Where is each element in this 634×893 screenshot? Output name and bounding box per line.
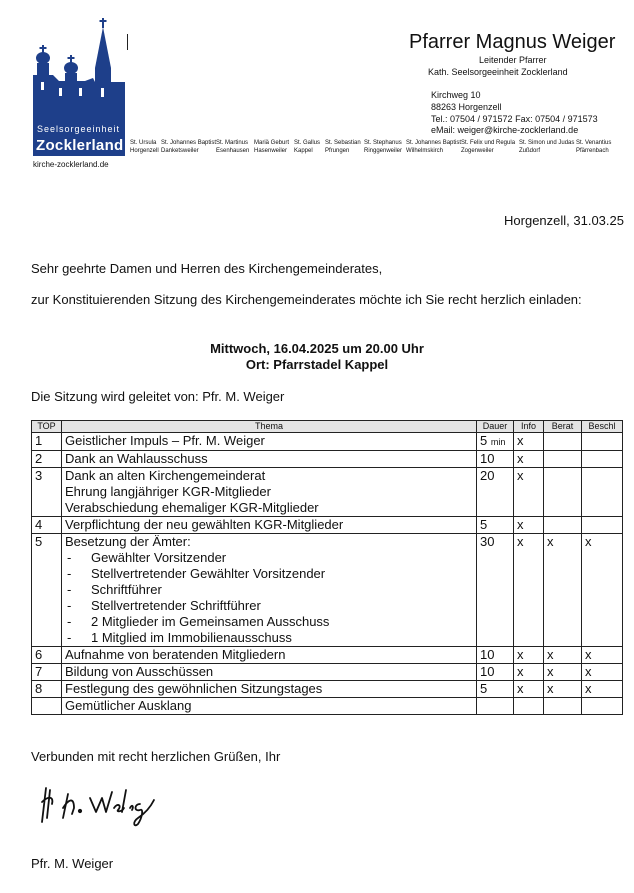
cell-info xyxy=(514,698,544,715)
table-row xyxy=(32,433,623,451)
website-link[interactable]: kirche-zocklerland.de xyxy=(33,160,109,169)
signer-name: Pfr. M. Weiger xyxy=(31,856,114,871)
cell-dauer: 5 xyxy=(477,681,514,698)
cell-thema: Festlegung des gewöhnlichen Sitzungstages xyxy=(62,681,477,698)
header-thema: Thema xyxy=(62,421,477,433)
parish-item: St. Stephanus Ringgenweiler xyxy=(364,140,403,154)
salutation: Sehr geehrte Damen und Herren des Kirchengemeinderates, xyxy=(31,261,383,276)
cell-beschl: x xyxy=(582,664,623,681)
cell-info: x xyxy=(514,451,544,468)
handwritten-signature xyxy=(38,778,168,830)
cell-info: x xyxy=(514,468,544,517)
sub-item: - Stellvertretender Schriftführer xyxy=(67,598,261,613)
table-row xyxy=(32,517,623,534)
header-top: TOP xyxy=(32,421,62,433)
cell-dauer: 20 xyxy=(477,468,514,517)
sender-role: Leitender Pfarrer xyxy=(479,55,547,65)
table-row xyxy=(32,664,623,681)
parish-item: St. Gallus Kappel xyxy=(294,140,321,154)
cell-thema: Besetzung der Ämter: - Gewählter Vorsitzender - Stellvertretender Gewählter Vorsitzender - Schriftführer - Stellvertretender Schriftführer - 2 Mitglieder im Gemeinsamen Ausschuss - 1 Mitglied im Immobilienausschuss xyxy=(62,534,477,647)
cell-dauer: 5 min xyxy=(477,433,514,451)
table-header-row xyxy=(32,421,623,433)
table-row xyxy=(32,468,623,517)
sender-organization: Kath. Seelsorgeeinheit Zocklerland xyxy=(428,67,568,77)
cell-berat: x xyxy=(544,664,582,681)
cell-info: x xyxy=(514,647,544,664)
parish-item: Mariä Geburt Hasenweiler xyxy=(254,140,290,154)
parish-item: St. Martinus Esenhausen xyxy=(216,140,250,154)
cell-dauer xyxy=(477,698,514,715)
cell-beschl xyxy=(582,468,623,517)
cell-berat xyxy=(544,451,582,468)
cell-thema: Verpflichtung der neu gewählten KGR-Mitglieder xyxy=(62,517,477,534)
sender-city: 88263 Horgenzell xyxy=(431,102,502,112)
cell-beschl xyxy=(582,451,623,468)
meeting-chair: Die Sitzung wird geleitet von: Pfr. M. Weiger xyxy=(31,389,285,404)
header-beschl: Beschl xyxy=(582,421,623,433)
table-row xyxy=(32,698,623,715)
meeting-date: Mittwoch, 16.04.2025 um 20.00 Uhr xyxy=(210,341,424,356)
cell-berat xyxy=(544,517,582,534)
cell-dauer: 10 xyxy=(477,664,514,681)
sender-name: Pfarrer Magnus Weiger xyxy=(409,31,616,53)
sender-phone-fax: Tel.: 07504 / 971572 Fax: 07504 / 971573 xyxy=(431,114,598,124)
cell-thema: Geistlicher Impuls – Pfr. M. Weiger xyxy=(62,433,477,451)
table-row xyxy=(32,647,623,664)
cell-thema: Aufnahme von beratenden Mitgliedern xyxy=(62,647,477,664)
cell-berat xyxy=(544,698,582,715)
cell-top: 4 xyxy=(32,517,62,534)
header-info: Info xyxy=(514,421,544,433)
cell-berat xyxy=(544,433,582,451)
meeting-place: Ort: Pfarrstadel Kappel xyxy=(245,357,389,372)
cell-top: 7 xyxy=(32,664,62,681)
cell-beschl xyxy=(582,433,623,451)
parish-logo xyxy=(33,18,125,158)
cell-top: 5 xyxy=(32,534,62,647)
cell-berat: x xyxy=(544,647,582,664)
logo-title: Zocklerland xyxy=(33,136,125,156)
header-dauer: Dauer xyxy=(477,421,514,433)
cell-top: 2 xyxy=(32,451,62,468)
cell-info: x xyxy=(514,517,544,534)
cell-berat: x xyxy=(544,534,582,647)
cell-beschl: x xyxy=(582,681,623,698)
cell-top: 3 xyxy=(32,468,62,517)
header-divider xyxy=(127,34,128,50)
cell-top: 6 xyxy=(32,647,62,664)
sub-item: - 2 Mitglieder im Gemeinsamen Ausschuss xyxy=(67,614,330,629)
cell-info: x xyxy=(514,681,544,698)
logo-subtitle: Seelsorgeeinheit xyxy=(33,122,125,136)
letter-date: Horgenzell, 31.03.25 xyxy=(504,213,624,228)
parish-item: St. Felix und Regula Zogenweiler xyxy=(461,140,516,154)
cell-info: x xyxy=(514,664,544,681)
parish-list xyxy=(130,140,625,162)
cell-beschl: x xyxy=(582,534,623,647)
cell-berat: x xyxy=(544,681,582,698)
cell-beschl xyxy=(582,698,623,715)
table-row xyxy=(32,534,623,647)
closing-text: Verbunden mit recht herzlichen Grüßen, Ihr xyxy=(31,749,281,764)
parish-item: St. Johannes Baptist Wilhelmskirch xyxy=(406,140,462,154)
cell-beschl: x xyxy=(582,647,623,664)
cell-thema: Dank an Wahlausschuss xyxy=(62,451,477,468)
sub-item: - Schriftführer xyxy=(67,582,162,597)
cell-thema: Bildung von Ausschüssen xyxy=(62,664,477,681)
table-row xyxy=(32,451,623,468)
cell-info: x xyxy=(514,433,544,451)
parish-item: St. Ursula Horgenzell xyxy=(130,140,159,154)
cell-top: 1 xyxy=(32,433,62,451)
invitation-text: zur Konstituierenden Sitzung des Kirchengemeinderates möchte ich Sie recht herzlich einladen: xyxy=(31,292,582,307)
table-row xyxy=(32,681,623,698)
header-berat: Berat xyxy=(544,421,582,433)
sender-street: Kirchweg 10 xyxy=(431,90,481,100)
duration-unit: min xyxy=(490,437,506,447)
church-towers-icon xyxy=(33,18,125,122)
sub-item: - Gewählter Vorsitzender xyxy=(67,550,227,565)
cell-info: x xyxy=(514,534,544,647)
cell-dauer: 10 xyxy=(477,647,514,664)
sub-item: - 1 Mitglied im Immobilienausschuss xyxy=(67,630,292,645)
sub-item: - Stellvertretender Gewählter Vorsitzender xyxy=(67,566,326,581)
parish-item: St. Venantius Pfärrenbach xyxy=(576,140,612,154)
cell-thema: Gemütlicher Ausklang xyxy=(62,698,477,715)
sender-email[interactable]: eMail: weiger@kirche-zocklerland.de xyxy=(431,125,579,135)
cell-berat xyxy=(544,468,582,517)
cell-top xyxy=(32,698,62,715)
cell-beschl xyxy=(582,517,623,534)
cell-top: 8 xyxy=(32,681,62,698)
parish-item: St. Sebastian Pfrungen xyxy=(325,140,361,154)
cell-dauer: 10 xyxy=(477,451,514,468)
cell-dauer: 5 xyxy=(477,517,514,534)
parish-item: St. Simon und Judas Zußdorf xyxy=(519,140,575,154)
cell-dauer: 30 xyxy=(477,534,514,647)
cell-thema: Dank an alten Kirchengemeinderat Ehrung langjähriger KGR-Mitglieder Verabschiedung ehemaliger KGR-Mitglieder xyxy=(62,468,477,517)
parish-item: St. Johannes Baptist Danketsweiler xyxy=(161,140,217,154)
agenda-table xyxy=(31,420,623,715)
